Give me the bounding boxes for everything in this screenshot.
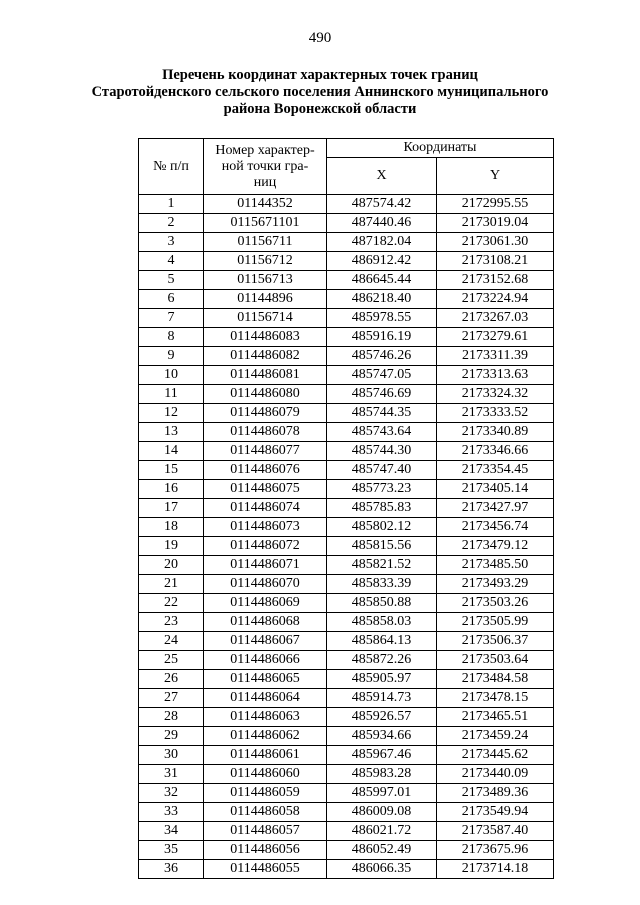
x-coordinate-cell: 485967.46	[327, 746, 437, 765]
coordinates-table	[138, 138, 554, 879]
y-coordinate-cell: 2173587.40	[437, 822, 554, 841]
point-number-cell: 0114486080	[204, 385, 327, 404]
table-row	[139, 309, 554, 328]
point-number-cell: 0114486081	[204, 366, 327, 385]
point-number-cell: 0114486061	[204, 746, 327, 765]
point-number-cell: 0114486079	[204, 404, 327, 423]
x-coordinate-cell: 487440.46	[327, 214, 437, 233]
point-number-cell: 0114486070	[204, 575, 327, 594]
x-coordinate-cell: 485978.55	[327, 309, 437, 328]
y-coordinate-cell: 2173279.61	[437, 328, 554, 347]
x-coordinate-cell: 485746.26	[327, 347, 437, 366]
row-number-cell: 27	[139, 689, 204, 708]
point-number-cell: 01144352	[204, 195, 327, 214]
table-row	[139, 784, 554, 803]
title-line-1: Перечень координат характерных точек границ	[162, 67, 478, 83]
y-coordinate-cell: 2173061.30	[437, 233, 554, 252]
y-coordinate-cell: 2173224.94	[437, 290, 554, 309]
y-coordinate-cell: 2173456.74	[437, 518, 554, 537]
row-number-cell: 22	[139, 594, 204, 613]
row-number-cell: 1	[139, 195, 204, 214]
title-line-3: района Воронежской области	[223, 101, 417, 117]
table-row	[139, 670, 554, 689]
point-number-cell: 0114486067	[204, 632, 327, 651]
x-coordinate-cell: 485747.40	[327, 461, 437, 480]
y-coordinate-cell: 2173152.68	[437, 271, 554, 290]
table-row	[139, 271, 554, 290]
point-number-cell: 0114486055	[204, 860, 327, 879]
table-row	[139, 556, 554, 575]
x-coordinate-cell: 485934.66	[327, 727, 437, 746]
header-point-line-1: Номер характер-	[215, 142, 315, 158]
x-coordinate-cell: 486021.72	[327, 822, 437, 841]
row-number-cell: 20	[139, 556, 204, 575]
x-coordinate-cell: 485916.19	[327, 328, 437, 347]
header-point-number	[204, 139, 327, 195]
y-coordinate-cell: 2173493.29	[437, 575, 554, 594]
y-coordinate-cell: 2173489.36	[437, 784, 554, 803]
x-coordinate-cell: 485983.28	[327, 765, 437, 784]
row-number-cell: 35	[139, 841, 204, 860]
row-number-cell: 8	[139, 328, 204, 347]
x-coordinate-cell: 485926.57	[327, 708, 437, 727]
point-number-cell: 0114486071	[204, 556, 327, 575]
row-number-cell: 7	[139, 309, 204, 328]
table-row	[139, 423, 554, 442]
table-row	[139, 328, 554, 347]
x-coordinate-cell: 485914.73	[327, 689, 437, 708]
y-coordinate-cell: 2173340.89	[437, 423, 554, 442]
x-coordinate-cell: 486066.35	[327, 860, 437, 879]
table-header	[139, 139, 554, 195]
point-number-cell: 0114486069	[204, 594, 327, 613]
y-coordinate-cell: 2173440.09	[437, 765, 554, 784]
header-row-1	[139, 139, 554, 158]
row-number-cell: 4	[139, 252, 204, 271]
y-coordinate-cell: 2173427.97	[437, 499, 554, 518]
point-number-cell: 0114486056	[204, 841, 327, 860]
point-number-cell: 0114486057	[204, 822, 327, 841]
y-coordinate-cell: 2173445.62	[437, 746, 554, 765]
point-number-cell: 01156713	[204, 271, 327, 290]
table-row	[139, 708, 554, 727]
table-row	[139, 537, 554, 556]
table-row	[139, 404, 554, 423]
point-number-cell: 0114486074	[204, 499, 327, 518]
x-coordinate-cell: 485821.52	[327, 556, 437, 575]
row-number-cell: 17	[139, 499, 204, 518]
row-number-cell: 18	[139, 518, 204, 537]
row-number-cell: 33	[139, 803, 204, 822]
row-number-cell: 2	[139, 214, 204, 233]
table-row	[139, 518, 554, 537]
row-number-cell: 31	[139, 765, 204, 784]
y-coordinate-cell: 2173506.37	[437, 632, 554, 651]
title-line-2: Старотойденского сельского поселения Аннинского муниципального	[91, 84, 549, 100]
row-number-cell: 15	[139, 461, 204, 480]
table-row	[139, 366, 554, 385]
row-number-cell: 13	[139, 423, 204, 442]
x-coordinate-cell: 487182.04	[327, 233, 437, 252]
point-number-cell: 0114486078	[204, 423, 327, 442]
table-row	[139, 860, 554, 879]
table-row	[139, 822, 554, 841]
header-point-line-2: ной точки гра-	[221, 158, 309, 174]
y-coordinate-cell: 2173346.66	[437, 442, 554, 461]
x-coordinate-cell: 485747.05	[327, 366, 437, 385]
x-coordinate-cell: 486218.40	[327, 290, 437, 309]
table-row	[139, 575, 554, 594]
x-coordinate-cell: 485858.03	[327, 613, 437, 632]
point-number-cell: 0114486082	[204, 347, 327, 366]
table-row	[139, 765, 554, 784]
table-row	[139, 689, 554, 708]
y-coordinate-cell: 2173267.03	[437, 309, 554, 328]
row-number-cell: 12	[139, 404, 204, 423]
table-row	[139, 594, 554, 613]
y-coordinate-cell: 2173459.24	[437, 727, 554, 746]
y-coordinate-cell: 2173479.12	[437, 537, 554, 556]
y-coordinate-cell: 2173484.58	[437, 670, 554, 689]
row-number-cell: 19	[139, 537, 204, 556]
table-row	[139, 727, 554, 746]
row-number-cell: 10	[139, 366, 204, 385]
y-coordinate-cell: 2173505.99	[437, 613, 554, 632]
table-row	[139, 613, 554, 632]
point-number-cell: 0114486072	[204, 537, 327, 556]
point-number-cell: 0114486066	[204, 651, 327, 670]
point-number-cell: 0114486068	[204, 613, 327, 632]
point-number-cell: 0114486083	[204, 328, 327, 347]
table-row	[139, 632, 554, 651]
y-coordinate-cell: 2173313.63	[437, 366, 554, 385]
row-number-cell: 29	[139, 727, 204, 746]
page-number: 490	[308, 30, 332, 46]
x-coordinate-cell: 487574.42	[327, 195, 437, 214]
table-row	[139, 651, 554, 670]
point-number-cell: 01144896	[204, 290, 327, 309]
x-coordinate-cell: 485743.64	[327, 423, 437, 442]
table-row	[139, 385, 554, 404]
y-coordinate-cell: 2173503.64	[437, 651, 554, 670]
row-number-cell: 11	[139, 385, 204, 404]
y-coordinate-cell: 2173019.04	[437, 214, 554, 233]
row-number-cell: 32	[139, 784, 204, 803]
x-coordinate-cell: 485746.69	[327, 385, 437, 404]
table-row	[139, 461, 554, 480]
header-y: Y	[437, 158, 554, 195]
x-coordinate-cell: 486912.42	[327, 252, 437, 271]
point-number-cell: 0114486062	[204, 727, 327, 746]
x-coordinate-cell: 485833.39	[327, 575, 437, 594]
row-number-cell: 5	[139, 271, 204, 290]
header-point-line-3: ниц	[253, 174, 277, 190]
x-coordinate-cell: 485802.12	[327, 518, 437, 537]
table-row	[139, 233, 554, 252]
x-coordinate-cell: 485864.13	[327, 632, 437, 651]
table-row	[139, 290, 554, 309]
table-row	[139, 252, 554, 271]
y-coordinate-cell: 2173354.45	[437, 461, 554, 480]
y-coordinate-cell: 2173503.26	[437, 594, 554, 613]
table-row	[139, 214, 554, 233]
y-coordinate-cell: 2173549.94	[437, 803, 554, 822]
x-coordinate-cell: 485744.30	[327, 442, 437, 461]
document-title	[60, 67, 580, 118]
y-coordinate-cell: 2173333.52	[437, 404, 554, 423]
point-number-cell: 0114486063	[204, 708, 327, 727]
y-coordinate-cell: 2173714.18	[437, 860, 554, 879]
row-number-cell: 34	[139, 822, 204, 841]
row-number-cell: 3	[139, 233, 204, 252]
row-number-cell: 21	[139, 575, 204, 594]
x-coordinate-cell: 485905.97	[327, 670, 437, 689]
y-coordinate-cell: 2173465.51	[437, 708, 554, 727]
row-number-cell: 23	[139, 613, 204, 632]
x-coordinate-cell: 485850.88	[327, 594, 437, 613]
table-row	[139, 499, 554, 518]
row-number-cell: 24	[139, 632, 204, 651]
x-coordinate-cell: 485872.26	[327, 651, 437, 670]
row-number-cell: 28	[139, 708, 204, 727]
row-number-cell: 25	[139, 651, 204, 670]
row-number-cell: 9	[139, 347, 204, 366]
point-number-cell: 0114486073	[204, 518, 327, 537]
x-coordinate-cell: 485815.56	[327, 537, 437, 556]
row-number-cell: 14	[139, 442, 204, 461]
y-coordinate-cell: 2173405.14	[437, 480, 554, 499]
table-row	[139, 480, 554, 499]
y-coordinate-cell: 2173478.15	[437, 689, 554, 708]
y-coordinate-cell: 2173675.96	[437, 841, 554, 860]
x-coordinate-cell: 485785.83	[327, 499, 437, 518]
point-number-cell: 0114486059	[204, 784, 327, 803]
row-number-cell: 36	[139, 860, 204, 879]
table-row	[139, 746, 554, 765]
row-number-cell: 30	[139, 746, 204, 765]
point-number-cell: 0115671101	[204, 214, 327, 233]
table-row	[139, 442, 554, 461]
table-row	[139, 347, 554, 366]
header-num: № п/п	[139, 139, 204, 195]
point-number-cell: 0114486064	[204, 689, 327, 708]
x-coordinate-cell: 486009.08	[327, 803, 437, 822]
header-x: X	[327, 158, 437, 195]
point-number-cell: 0114486065	[204, 670, 327, 689]
point-number-cell: 0114486076	[204, 461, 327, 480]
point-number-cell: 01156714	[204, 309, 327, 328]
point-number-cell: 0114486060	[204, 765, 327, 784]
x-coordinate-cell: 485744.35	[327, 404, 437, 423]
y-coordinate-cell: 2173311.39	[437, 347, 554, 366]
row-number-cell: 26	[139, 670, 204, 689]
x-coordinate-cell: 486645.44	[327, 271, 437, 290]
table-row	[139, 803, 554, 822]
table-row	[139, 195, 554, 214]
point-number-cell: 0114486058	[204, 803, 327, 822]
x-coordinate-cell: 486052.49	[327, 841, 437, 860]
point-number-cell: 0114486077	[204, 442, 327, 461]
x-coordinate-cell: 485997.01	[327, 784, 437, 803]
y-coordinate-cell: 2173485.50	[437, 556, 554, 575]
point-number-cell: 0114486075	[204, 480, 327, 499]
row-number-cell: 16	[139, 480, 204, 499]
point-number-cell: 01156712	[204, 252, 327, 271]
row-number-cell: 6	[139, 290, 204, 309]
header-coordinates: Координаты	[327, 139, 554, 158]
point-number-cell: 01156711	[204, 233, 327, 252]
y-coordinate-cell: 2173324.32	[437, 385, 554, 404]
y-coordinate-cell: 2172995.55	[437, 195, 554, 214]
y-coordinate-cell: 2173108.21	[437, 252, 554, 271]
table-row	[139, 841, 554, 860]
table-body	[139, 195, 554, 879]
x-coordinate-cell: 485773.23	[327, 480, 437, 499]
